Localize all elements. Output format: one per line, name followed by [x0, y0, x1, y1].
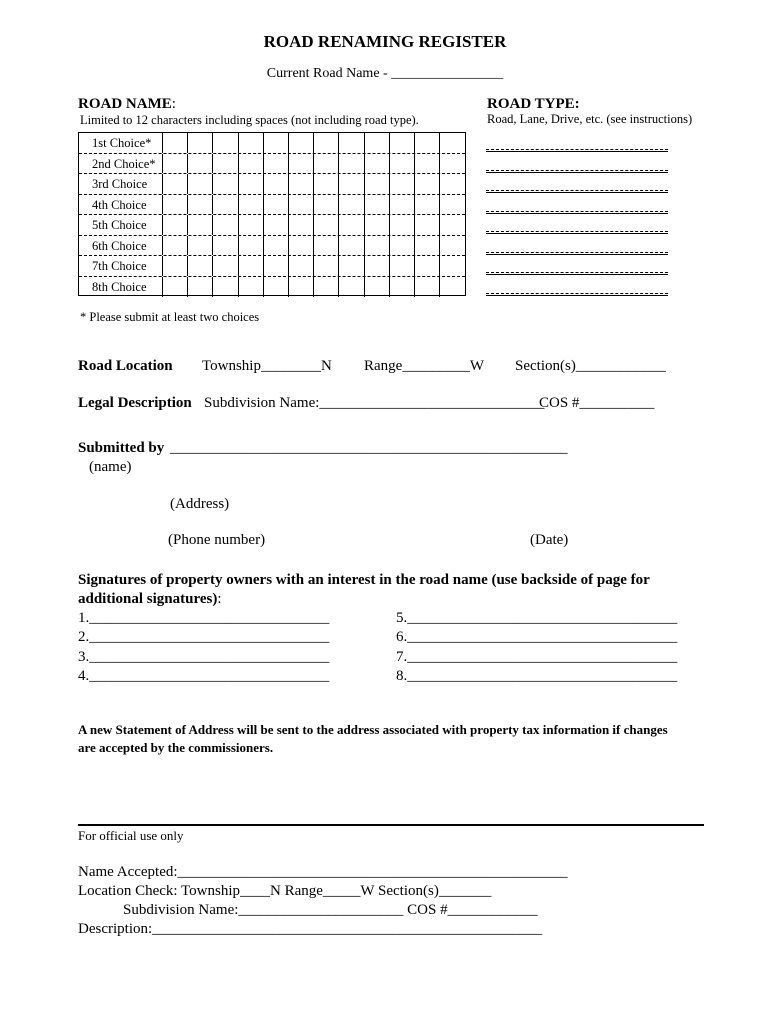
character-cell[interactable]	[314, 174, 339, 194]
road-name-heading-text: ROAD NAME	[78, 96, 172, 112]
grid-row	[79, 256, 465, 277]
cos-field[interactable]: COS #__________	[539, 395, 655, 411]
signatures-heading: Signatures of property owners with an interest in the road name (use backside of page for	[78, 572, 650, 588]
character-cell[interactable]	[289, 174, 314, 194]
signature-line-8[interactable]: 8.____________________________________	[396, 668, 678, 684]
character-cell[interactable]	[415, 174, 440, 194]
grid-row	[79, 236, 465, 257]
official-divider	[78, 824, 704, 826]
road-type-note: Road, Lane, Drive, etc. (see instructions)	[487, 112, 693, 126]
character-cell[interactable]	[213, 277, 238, 298]
character-cell[interactable]	[339, 277, 364, 298]
character-cell[interactable]	[415, 154, 440, 174]
character-cell[interactable]	[289, 215, 314, 235]
character-cell[interactable]	[289, 154, 314, 174]
signature-line-6[interactable]: 6.____________________________________	[396, 629, 678, 645]
character-cell[interactable]	[365, 215, 390, 235]
character-cell[interactable]	[314, 256, 339, 276]
character-cell[interactable]	[188, 256, 213, 276]
road-type-line[interactable]	[486, 170, 668, 171]
signature-line-1[interactable]: 1.________________________________	[78, 610, 330, 626]
choices-footnote: * Please submit at least two choices	[80, 310, 260, 324]
character-cell[interactable]	[239, 195, 264, 215]
character-cell[interactable]	[440, 236, 465, 256]
range-field[interactable]: Range_________W	[364, 358, 484, 374]
character-cell[interactable]	[365, 174, 390, 194]
signature-line-3[interactable]: 3.________________________________	[78, 649, 330, 665]
character-cell[interactable]	[264, 215, 289, 235]
road-type-line[interactable]	[486, 272, 668, 273]
page-title: ROAD RENAMING REGISTER	[263, 32, 507, 51]
submitted-by-label: Submitted by	[78, 440, 165, 456]
choice-label: 8th Choice	[79, 277, 163, 298]
character-cell[interactable]	[163, 195, 188, 215]
character-cell[interactable]	[415, 195, 440, 215]
character-cell[interactable]	[339, 236, 364, 256]
signatures-heading-colon: :	[217, 591, 222, 607]
name-accepted-field[interactable]: Name Accepted:____________________________________________________	[78, 864, 568, 880]
character-cell[interactable]	[390, 174, 415, 194]
choice-label: 6th Choice	[79, 236, 163, 256]
character-cell[interactable]	[188, 154, 213, 174]
choice-label: 2nd Choice*	[79, 154, 163, 174]
character-cell[interactable]	[339, 174, 364, 194]
character-cell[interactable]	[163, 236, 188, 256]
road-type-heading: ROAD TYPE:	[487, 96, 580, 112]
character-cell[interactable]	[264, 154, 289, 174]
notice-line-2: are accepted by the commissioners.	[78, 740, 274, 755]
signature-line-7[interactable]: 7.____________________________________	[396, 649, 678, 665]
sections-field[interactable]: Section(s)____________	[515, 358, 666, 374]
road-location-label: Road Location	[78, 358, 173, 374]
character-cell[interactable]	[440, 277, 465, 298]
choice-label: 5th Choice	[79, 215, 163, 235]
character-cell[interactable]	[339, 215, 364, 235]
character-cell[interactable]	[289, 256, 314, 276]
subdivision-name-field[interactable]: Subdivision Name:______________________________	[204, 395, 545, 411]
notice-line-1: A new Statement of Address will be sent to the address associated with property tax information if changes	[78, 722, 668, 737]
signature-line-4[interactable]: 4.________________________________	[78, 668, 330, 684]
character-cell[interactable]	[415, 133, 440, 153]
choice-label: 1st Choice*	[79, 133, 163, 153]
road-name-heading	[78, 96, 176, 113]
character-cell[interactable]	[390, 256, 415, 276]
character-cell[interactable]	[239, 256, 264, 276]
road-type-line[interactable]	[486, 252, 668, 253]
character-cell[interactable]	[188, 215, 213, 235]
character-cell[interactable]	[365, 236, 390, 256]
character-cell[interactable]	[339, 195, 364, 215]
grid-row	[79, 133, 465, 154]
character-cell[interactable]	[339, 133, 364, 153]
character-cell[interactable]	[314, 154, 339, 174]
character-cell[interactable]	[264, 277, 289, 298]
submitted-by-line[interactable]: _____________________________________________________	[170, 440, 568, 456]
grid-row	[79, 154, 465, 175]
character-cell[interactable]	[239, 277, 264, 298]
choice-label: 3rd Choice	[79, 174, 163, 194]
road-name-note: Limited to 12 characters including spaces (not including road type).	[80, 113, 419, 127]
grid-row	[79, 195, 465, 216]
road-type-line[interactable]	[486, 190, 668, 191]
township-field[interactable]: Township________N	[202, 358, 332, 374]
choice-label: 7th Choice	[79, 256, 163, 276]
road-type-line[interactable]	[486, 231, 668, 232]
character-cell[interactable]	[264, 133, 289, 153]
character-cell[interactable]	[213, 236, 238, 256]
character-cell[interactable]	[339, 154, 364, 174]
road-type-line[interactable]	[486, 149, 668, 150]
current-road-name-field[interactable]: Current Road Name - ________________	[266, 66, 504, 81]
signature-line-2[interactable]: 2.________________________________	[78, 629, 330, 645]
character-cell[interactable]	[440, 154, 465, 174]
character-cell[interactable]	[390, 236, 415, 256]
character-cell[interactable]	[415, 215, 440, 235]
character-cell[interactable]	[239, 174, 264, 194]
character-cell[interactable]	[415, 256, 440, 276]
character-cell[interactable]	[415, 277, 440, 298]
grid-row	[79, 277, 465, 298]
character-cell[interactable]	[213, 154, 238, 174]
legal-description-label: Legal Description	[78, 395, 192, 411]
signatures-heading-line2: additional signatures)	[78, 591, 218, 607]
character-cell[interactable]	[390, 277, 415, 298]
character-cell[interactable]	[289, 133, 314, 153]
choice-label: 4th Choice	[79, 195, 163, 215]
character-cell[interactable]	[314, 215, 339, 235]
description-field[interactable]: Description:____________________________________________________	[78, 921, 543, 937]
official-use-label: For official use only	[78, 828, 184, 843]
address-caption: (Address)	[170, 496, 230, 512]
character-cell[interactable]	[390, 154, 415, 174]
character-cell[interactable]	[163, 133, 188, 153]
character-cell[interactable]	[314, 195, 339, 215]
character-cell[interactable]	[188, 195, 213, 215]
character-cell[interactable]	[440, 256, 465, 276]
signature-line-5[interactable]: 5.____________________________________	[396, 610, 678, 626]
character-cell[interactable]	[365, 195, 390, 215]
character-cell[interactable]	[440, 215, 465, 235]
date-caption: (Date)	[530, 532, 569, 548]
character-cell[interactable]	[264, 174, 289, 194]
location-check-field[interactable]: Location Check: Township____N Range_____W Section(s)_______	[78, 883, 492, 899]
character-cell[interactable]	[264, 256, 289, 276]
character-cell[interactable]	[289, 236, 314, 256]
road-name-heading-colon: :	[171, 96, 176, 112]
character-cell[interactable]	[289, 195, 314, 215]
grid-row	[79, 215, 465, 236]
character-cell[interactable]	[163, 174, 188, 194]
character-cell[interactable]	[213, 256, 238, 276]
character-cell[interactable]	[163, 154, 188, 174]
character-cell[interactable]	[365, 133, 390, 153]
character-cell[interactable]	[188, 236, 213, 256]
road-type-line[interactable]	[486, 293, 668, 294]
name-caption: (name)	[89, 459, 132, 475]
character-cell[interactable]	[163, 256, 188, 276]
signatures-heading-continued	[78, 591, 222, 608]
character-cell[interactable]	[440, 174, 465, 194]
character-cell[interactable]	[314, 236, 339, 256]
character-cell[interactable]	[390, 215, 415, 235]
character-cell[interactable]	[213, 174, 238, 194]
character-cell[interactable]	[365, 154, 390, 174]
road-name-grid	[78, 132, 466, 296]
phone-caption: (Phone number)	[168, 532, 266, 548]
character-cell[interactable]	[239, 133, 264, 153]
road-type-line[interactable]	[486, 211, 668, 212]
character-cell[interactable]	[239, 215, 264, 235]
character-cell[interactable]	[339, 256, 364, 276]
character-cell[interactable]	[188, 133, 213, 153]
character-cell[interactable]	[188, 174, 213, 194]
character-cell[interactable]	[289, 277, 314, 298]
character-cell[interactable]	[188, 277, 213, 298]
character-cell[interactable]	[213, 195, 238, 215]
character-cell[interactable]	[239, 154, 264, 174]
character-cell[interactable]	[163, 215, 188, 235]
official-subdivision-field[interactable]: Subdivision Name:______________________ COS #____________	[123, 902, 538, 918]
grid-row	[79, 174, 465, 195]
character-cell[interactable]	[390, 133, 415, 153]
character-cell[interactable]	[264, 236, 289, 256]
character-cell[interactable]	[390, 195, 415, 215]
character-cell[interactable]	[365, 256, 390, 276]
character-cell[interactable]	[264, 195, 289, 215]
character-cell[interactable]	[314, 133, 339, 153]
character-cell[interactable]	[213, 215, 238, 235]
character-cell[interactable]	[440, 195, 465, 215]
character-cell[interactable]	[365, 277, 390, 298]
character-cell[interactable]	[239, 236, 264, 256]
character-cell[interactable]	[314, 277, 339, 298]
character-cell[interactable]	[415, 236, 440, 256]
character-cell[interactable]	[213, 133, 238, 153]
character-cell[interactable]	[440, 133, 465, 153]
character-cell[interactable]	[163, 277, 188, 298]
